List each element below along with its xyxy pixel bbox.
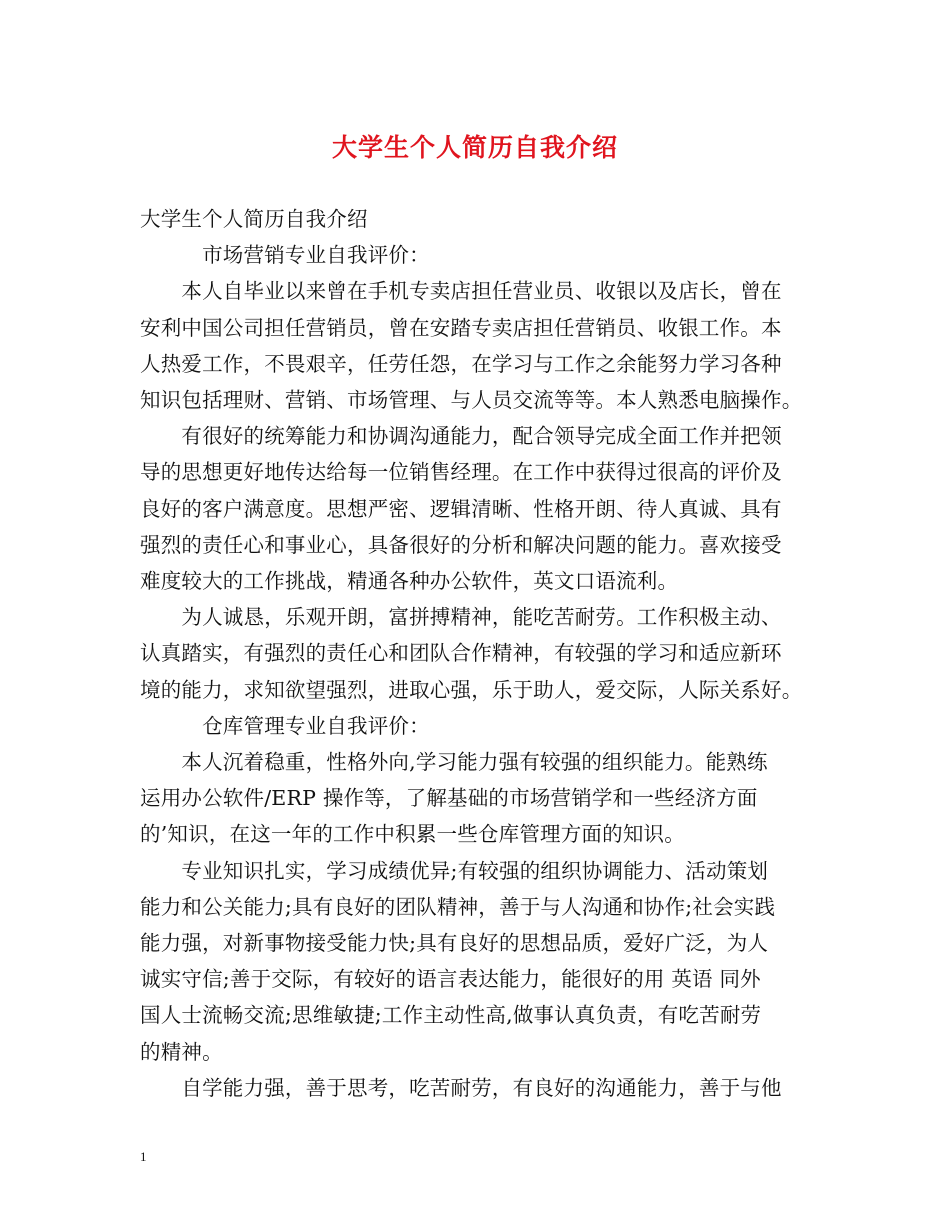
- text-line: 难度较大的工作挑战，精通各种办公软件，英文口语流利。: [140, 569, 679, 593]
- text-line: 能力和公关能力;具有良好的团队精神，善于与人沟通和协作;社会实践: [140, 894, 776, 919]
- text-line: 仓库管理专业自我评价：: [140, 713, 430, 738]
- text-line: 人热爱工作，不畏艰辛，任劳任怨，在学习与工作之余能努力学习各种: [140, 351, 782, 376]
- text-line: 的’知识，在这一年的工作中积累一些仓库管理方面的知识。: [140, 822, 685, 847]
- text-line: 自学能力强，善于思考，吃苦耐劳，有良好的沟通能力，善于与他: [140, 1075, 782, 1100]
- text-line: 的精神。: [140, 1039, 223, 1064]
- page-number: 1: [140, 1149, 147, 1164]
- text-line: 有很好的统筹能力和协调沟通能力，配合领导完成全面工作并把领: [140, 424, 782, 449]
- text-line: 本人自毕业以来曾在手机专卖店担任营业员、收银以及店长，曾在: [140, 279, 782, 304]
- text-line: 安利中国公司担任营销员，曾在安踏专卖店担任营销员、收银工作。本: [140, 315, 782, 340]
- text-line: 本人沉着稳重，性格外向,学习能力强有较强的组织能力。能熟练: [140, 750, 768, 774]
- text-line: 知识包括理财、营销、市场管理、与人员交流等等。本人熟悉电脑操作。: [140, 388, 803, 412]
- text-line: 大学生个人简历自我介绍: [140, 207, 368, 231]
- text-line: 强烈的责任心和事业心，具备很好的分析和解决问题的能力。喜欢接受: [140, 532, 782, 557]
- document-title: 大学生个人简历自我介绍: [331, 133, 618, 162]
- text-line: 能力强，对新事物接受能力快;具有良好的思想品质，爱好广泛，为人: [140, 931, 769, 955]
- text-line: 境的能力，求知欲望强烈，进取心强，乐于助人，爱交际，人际关系好。: [140, 677, 803, 702]
- text-line: 专业知识扎实，学习成绩优异;有较强的组织协调能力、活动策划: [140, 858, 769, 883]
- text-line: 认真踏实，有强烈的责任心和团队合作精神，有较强的学习和适应新环: [140, 641, 782, 666]
- text-line: 运用办公软件/ERP 操作等，了解基础的市场营销学和一些经济方面: [140, 786, 758, 811]
- text-line: 市场营销专业自我评价：: [140, 243, 430, 268]
- text-line: 良好的客户满意度。思想严密、逻辑清晰、性格开朗、待人真诚、具有: [140, 496, 782, 521]
- text-line: 国人士流畅交流;思维敏捷;工作主动性高,做事认真负责，有吃苦耐劳: [140, 1003, 762, 1028]
- text-line: 为人诚恳，乐观开朗，富拼搏精神，能吃苦耐劳。工作积极主动、: [140, 605, 782, 630]
- text-line: 诚实守信;善于交际，有较好的语言表达能力，能很好的用 英语 同外: [140, 967, 761, 992]
- text-line: 导的思想更好地传达给每一位销售经理。在工作中获得过很高的评价及: [140, 460, 782, 485]
